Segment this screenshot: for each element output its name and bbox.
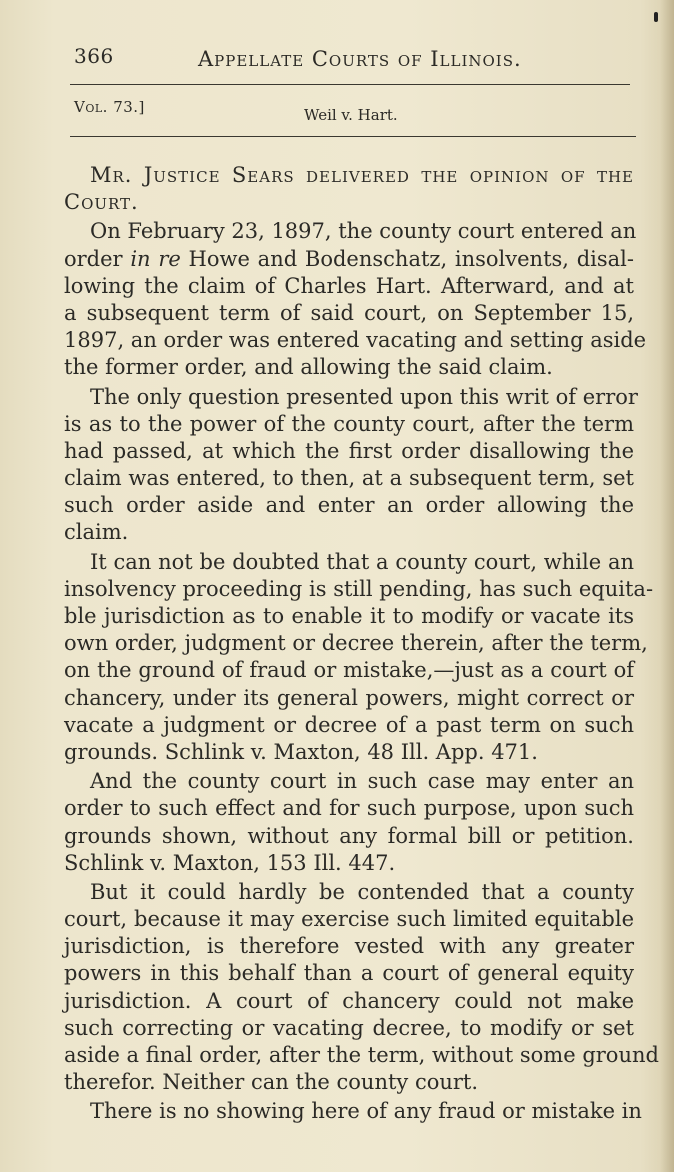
opinion-line: such order aside and enter an order allowing the (64, 493, 634, 518)
opinion-line: The only question presented upon this writ of error (90, 384, 638, 409)
opinion-line: own order, judgment or decree therein, after the term, (64, 631, 648, 656)
opinion-line: therefor. Neither can the county court. (64, 1070, 479, 1095)
opinion-paragraph (64, 384, 638, 547)
opinion-line: And the county court in such case may enter an (90, 769, 634, 794)
opinion-line: chancery, under its general powers, might correct or (64, 685, 634, 710)
opinion-line: There is no showing here of any fraud or mistake in (90, 1099, 642, 1124)
opinion-line: jurisdiction, is therefore vested with any greater (64, 934, 634, 959)
opinion-paragraph (64, 549, 654, 767)
page-edge-shadow (660, 0, 674, 1172)
opinion-line: on the ground of fraud or mistake,—just as a court of (64, 658, 634, 683)
page-number: 366 (74, 44, 114, 68)
opinion-line: vacate a judgment or decree of a past term on such (64, 712, 634, 737)
page-header (0, 0, 674, 160)
opinion-line: is as to the power of the county court, after the term (64, 411, 634, 436)
opinion-intro-line: Court. (64, 190, 139, 215)
opinion-line: lowing the claim of Charles Hart. Afterward, and at (64, 273, 634, 298)
opinion-paragraph (64, 768, 634, 877)
opinion-line: such correcting or vacating decree, to modify or set (64, 1015, 634, 1040)
opinion-line: claim was entered, to then, at a subsequent term, set (64, 466, 634, 491)
opinion-line: claim. (64, 520, 129, 545)
opinion-line: powers in this behalf than a court of general equity (64, 961, 634, 986)
opinion-line: But it could hardly be contended that a county (90, 879, 634, 904)
opinion-paragraph (64, 1098, 642, 1125)
opinion-line: jurisdiction. A court of chancery could not make (64, 988, 634, 1013)
opinion-line: It can not be doubted that a county court, while an (90, 549, 634, 574)
opinion-line: order in re Howe and Bodenschatz, insolvents, disal- (64, 246, 634, 271)
opinion-line: insolvency proceeding is still pending, has such equita- (64, 576, 654, 601)
opinion-line: a subsequent term of said court, on September 15, (64, 300, 634, 325)
header-rule-top (70, 84, 630, 85)
opinion-line: On February 23, 1897, the county court entered an (90, 219, 637, 244)
opinion-line: grounds. Schlink v. Maxton, 48 Ill. App. 471. (64, 739, 538, 764)
opinion-line: court, because it may exercise such limited equitable (64, 907, 634, 932)
opinion-line: ble jurisdiction as to enable it to modify or vacate its (64, 604, 634, 628)
case-name: Weil v. Hart. (304, 106, 398, 124)
opinion-body (64, 162, 659, 1126)
header-rule-bottom (70, 136, 636, 137)
running-title: Appellate Courts of Illinois. (198, 47, 522, 71)
opinion-paragraph (64, 218, 647, 381)
opinion-intro-line: Mr. Justice Sears delivered the opinion of the (90, 163, 634, 187)
volume-label: Vol. 73.] (74, 98, 145, 116)
opinion-line: 1897, an order was entered vacating and setting aside (64, 328, 647, 353)
opinion-line: order to such effect and for such purpose, upon such (64, 796, 634, 821)
opinion-line: Schlink v. Maxton, 153 Ill. 447. (64, 850, 396, 875)
opinion-line: the former order, and allowing the said claim. (64, 355, 553, 380)
opinion-line: aside a final order, after the term, without some ground (64, 1043, 659, 1067)
opinion-line: had passed, at which the first order disallowing the (64, 438, 634, 463)
opinion-paragraph (64, 879, 659, 1097)
opinion-line: grounds shown, without any formal bill or petition. (64, 823, 634, 848)
